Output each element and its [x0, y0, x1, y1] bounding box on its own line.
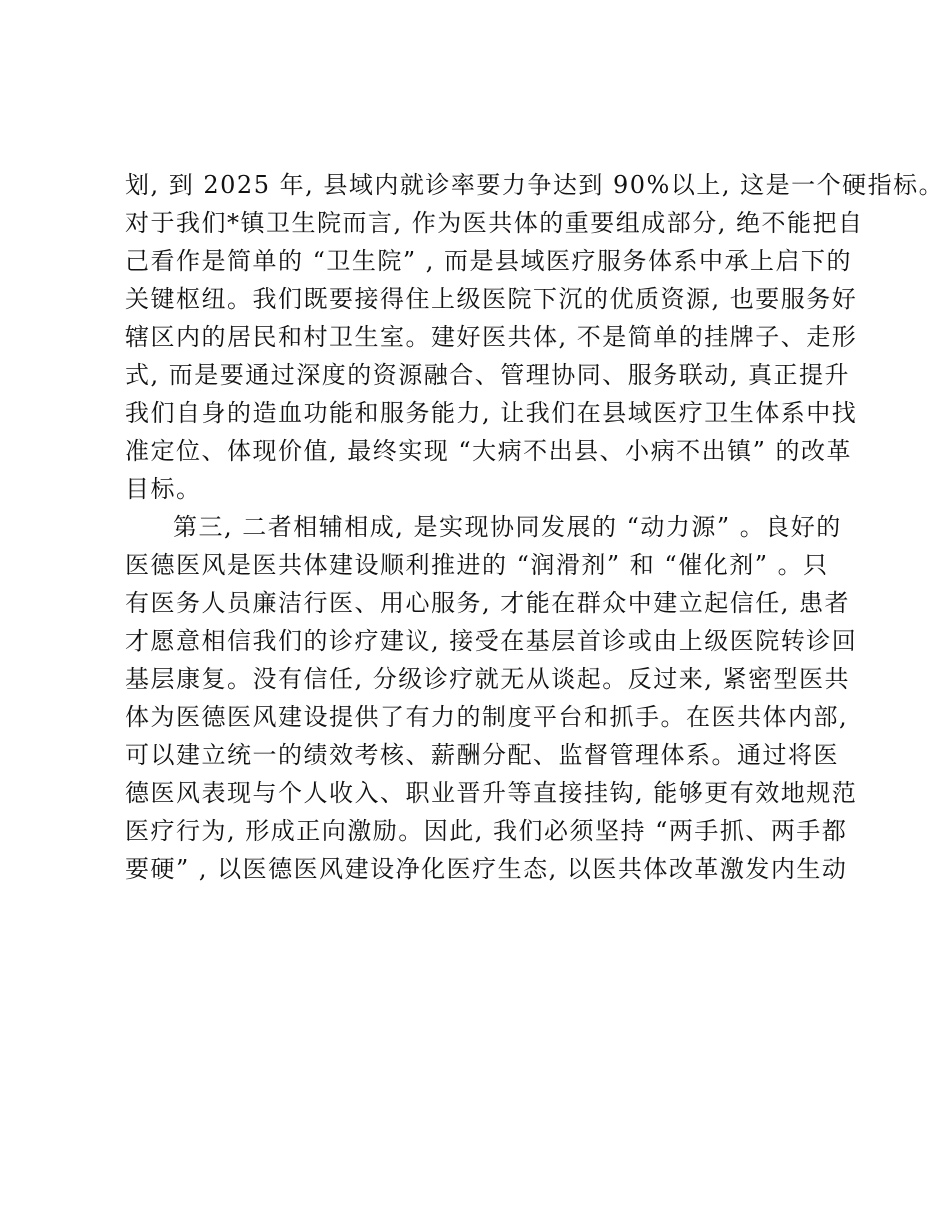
- text-line: 要硬” , 以医德医风建设净化医疗生态, 以医共体改革激发内生动: [125, 855, 848, 883]
- text-line: 医德医风是医共体建设顺利推进的 “润滑剂” 和 “催化剂” 。只: [125, 551, 829, 579]
- text-line: 基层康复。没有信任, 分级诊疗就无从谈起。反过来, 紧密型医共: [125, 665, 851, 693]
- paragraph-1: [125, 166, 945, 508]
- text-line: 可以建立统一的绩效考核、薪酬分配、监督管理体系。通过将医: [125, 741, 839, 769]
- document-body: [125, 166, 945, 888]
- text-line: 划, 到 2025 年, 县域内就诊率要力争达到 90%以上, 这是一个硬指标。: [125, 171, 945, 199]
- text-line: 关键枢纽。我们既要接得住上级医院下沉的优质资源, 也要服务好: [125, 285, 858, 313]
- text-line: 德医风表现与个人收入、职业晋升等直接挂钩, 能够更有效地规范: [125, 779, 858, 807]
- text-line: 体为医德医风建设提供了有力的制度平台和抓手。在医共体内部,: [125, 703, 849, 731]
- text-line: 式, 而是要通过深度的资源融合、管理协同、服务联动, 真正提升: [125, 361, 851, 389]
- text-line: 有医务人员廉洁行医、用心服务, 才能在群众中建立起信任, 患者: [125, 589, 851, 617]
- paragraph-2: [125, 508, 858, 888]
- text-line: 目标。: [125, 475, 202, 503]
- text-line: 第三, 二者相辅相成, 是实现协同发展的 “动力源” 。良好的: [173, 513, 842, 541]
- text-line: 才愿意相信我们的诊疗建议, 接受在基层首诊或由上级医院转诊回: [125, 627, 858, 655]
- text-line: 准定位、体现价值, 最终实现 “大病不出县、小病不出镇” 的改革: [125, 437, 853, 465]
- text-line: 我们自身的造血功能和服务能力, 让我们在县域医疗卫生体系中找: [125, 399, 858, 427]
- text-line: 对于我们*镇卫生院而言, 作为医共体的重要组成部分, 绝不能把自: [125, 209, 864, 237]
- text-line: 己看作是简单的 “卫生院” , 而是县域医疗服务体系中承上启下的: [125, 247, 853, 275]
- text-line: 医疗行为, 形成正向激励。因此, 我们必须坚持 “两手抓、两手都: [125, 817, 848, 845]
- text-line: 辖区内的居民和村卫生室。建好医共体, 不是简单的挂牌子、走形: [125, 323, 858, 351]
